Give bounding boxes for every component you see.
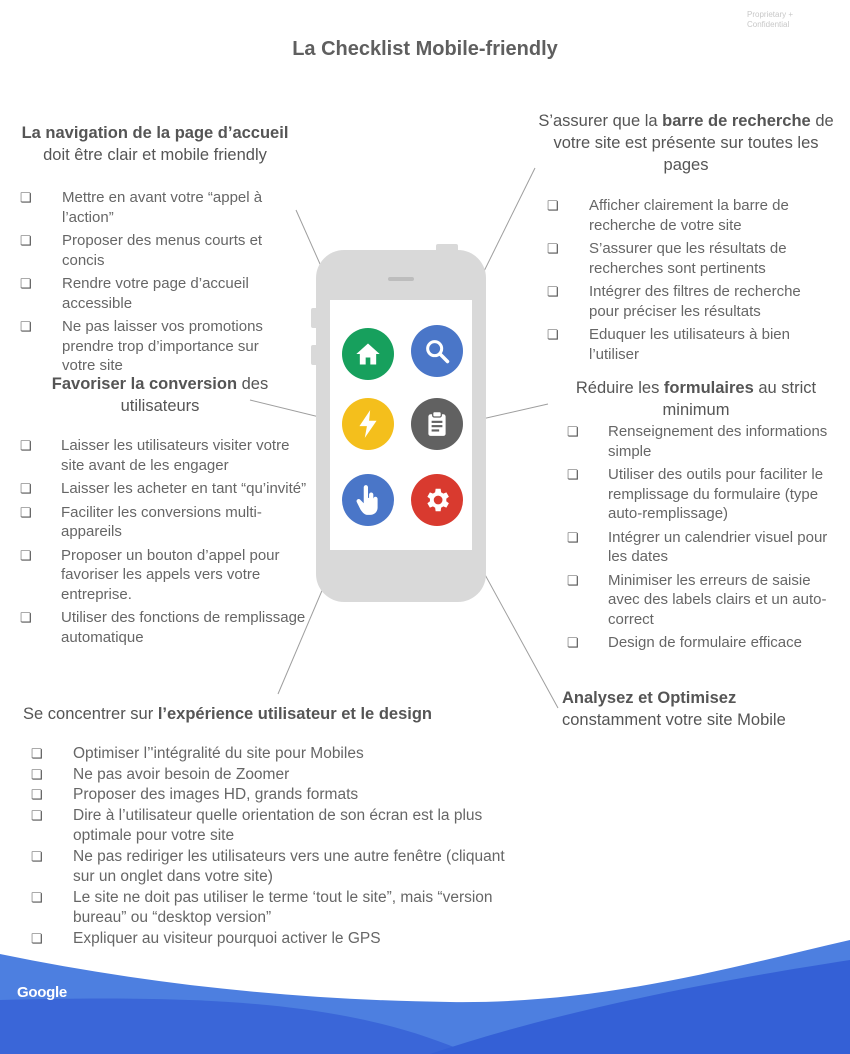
lightning-icon: [342, 398, 394, 450]
list-item: ❏ Utiliser des outils pour faciliter le remplissage du formulaire (type auto-remplissage): [567, 466, 824, 522]
checkbox-icon: ❏: [31, 930, 43, 946]
checkbox-icon: ❏: [567, 467, 579, 482]
checkbox-icon: ❏: [31, 746, 43, 761]
checkbox-icon: ❏: [547, 327, 559, 342]
phone-speaker: [388, 277, 414, 281]
nav-heading: La navigation de la page d’accueil doit être clair et mobile friendly: [21, 124, 289, 164]
checkbox-icon: ❏: [547, 198, 559, 213]
list-item: ❏ Proposer des images HD, grands formats: [31, 785, 521, 806]
home-icon: [342, 328, 394, 380]
list-item: ❏ Laisser les acheter en tant “qu’invité”: [20, 480, 307, 497]
list-item: ❏ S’assurer que les résultats de recherches sont pertinents: [547, 240, 787, 277]
list-item: ❏ Ne pas laisser vos promotions prendre trop d’importance sur votre site: [20, 318, 263, 374]
page-title: La Checklist Mobile-friendly: [292, 38, 558, 60]
footer-wave: [0, 940, 850, 1054]
checkbox-icon: ❏: [31, 787, 43, 802]
list-item: ❏ Rendre votre page d’accueil accessible: [20, 275, 249, 312]
checkbox-icon: ❏: [20, 610, 32, 625]
list-item: ❏ Le site ne doit pas utiliser le terme ‘tout le site”, mais “version bureau” ou “desktop version”: [31, 888, 493, 926]
list-item: ❏ Expliquer au visiteur pourquoi activer le GPS: [31, 929, 521, 950]
checkbox-icon: ❏: [547, 241, 559, 256]
checkbox-icon: ❏: [567, 572, 579, 588]
ux-list: [31, 744, 521, 949]
conversion-list: [20, 436, 310, 651]
list-item: ❏ Ne pas avoir besoin de Zoomer: [31, 765, 521, 786]
list-item: ❏ Mettre en avant votre “appel à l’action”: [20, 189, 263, 226]
checkbox-icon: ❏: [20, 481, 32, 496]
list-item: ❏ Proposer un bouton d’appel pour favoriser les appels vers votre entreprise.: [20, 546, 280, 603]
analyze-heading: Analysez et Optimisez constamment votre site Mobile: [562, 689, 786, 729]
list-item: ❏ Dire à l’utilisateur quelle orientation de son écran est la plus optimale pour votre site: [31, 806, 483, 844]
checkbox-icon: ❏: [20, 190, 32, 205]
list-item: ❏ Ne pas rediriger les utilisateurs vers une autre fenêtre (cliquant sur un onglet dans votre site): [31, 847, 505, 885]
ux-heading: Se concentrer sur l’expérience utilisateur et le design: [23, 705, 432, 723]
list-item: ❏ Renseignement des informations simple: [567, 423, 828, 460]
checkbox-icon: ❏: [547, 284, 559, 299]
clipboard-icon: [411, 398, 463, 450]
list-item: ❏ Afficher clairement la barre de recherche de votre site: [547, 197, 789, 234]
checkbox-icon: ❏: [20, 438, 32, 453]
list-item: ❏ Intégrer des filtres de recherche pour préciser les résultats: [547, 283, 801, 320]
checkbox-icon: ❏: [567, 424, 579, 439]
checkbox-icon: ❏: [567, 635, 579, 650]
search-heading: S’assurer que la barre de recherche de votre site est présente sur toutes les pages: [538, 112, 834, 174]
checkbox-icon: ❏: [31, 889, 43, 905]
hand-pointer-icon: [342, 474, 394, 526]
forms-heading: Réduire les formulaires au strict minimum: [575, 379, 817, 419]
gear-icon: [411, 474, 463, 526]
list-item: ❏ Eduquer les utilisateurs à bien l’utiliser: [547, 326, 790, 363]
list-item: ❏ Proposer des menus courts et concis: [20, 232, 263, 269]
checkbox-icon: ❏: [31, 848, 43, 864]
checkbox-icon: ❏: [20, 276, 32, 291]
list-item: ❏ Optimiser l’'intégralité du site pour Mobiles: [31, 744, 521, 765]
list-item: ❏ Faciliter les conversions multi-appareils: [20, 503, 262, 540]
checkbox-icon: ❏: [20, 547, 32, 563]
list-item: ❏ Design de formulaire efficace: [567, 634, 802, 651]
search-icon: [411, 325, 463, 377]
checkbox-icon: ❏: [31, 766, 43, 782]
search-list: [547, 196, 832, 368]
checkbox-icon: ❏: [20, 319, 32, 334]
list-item: ❏ Utiliser des fonctions de remplissage automatique: [20, 609, 306, 646]
list-item: ❏ Intégrer un calendrier visuel pour les dates: [567, 528, 828, 565]
confidential-label: Proprietary + Confidential: [747, 10, 794, 29]
conversion-heading: Favoriser la conversion des utilisateurs: [51, 375, 269, 415]
nav-list: [20, 188, 296, 380]
google-logo: Google: [17, 984, 67, 1001]
checkbox-icon: ❏: [31, 807, 43, 823]
forms-list: [567, 422, 837, 657]
checkbox-icon: ❏: [20, 233, 32, 248]
checkbox-icon: ❏: [567, 529, 579, 545]
list-item: ❏ Minimiser les erreurs de saisie avec des labels clairs et un auto-correct: [567, 571, 827, 628]
checkbox-icon: ❏: [20, 504, 32, 520]
list-item: ❏ Laisser les utilisateurs visiter votre site avant de les engager: [20, 437, 290, 474]
